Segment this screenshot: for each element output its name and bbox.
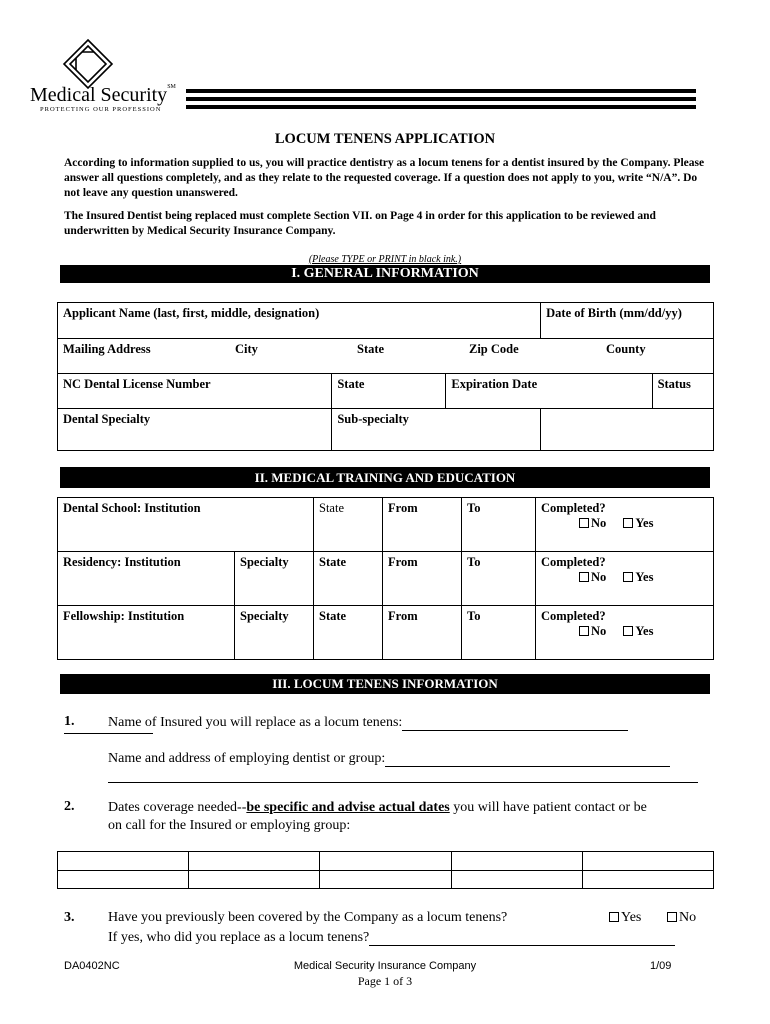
fellowship-to-field[interactable]: To	[462, 606, 536, 660]
residency-specialty-field[interactable]: Specialty	[235, 552, 314, 606]
coverage-date-cell[interactable]	[582, 852, 713, 871]
header-rule	[186, 97, 696, 101]
residency-state-field[interactable]: State	[314, 552, 383, 606]
mailing-address-field[interactable]: Mailing Address City State Zip Code County	[58, 339, 714, 374]
expiration-date-field[interactable]: Expiration Date	[446, 374, 652, 409]
sub-specialty-field[interactable]: Sub-specialty	[332, 409, 541, 451]
dental-school-completed-field[interactable]: Completed? No Yes	[536, 498, 714, 552]
question-3: Have you previously been covered by the Company as a locum tenens?	[108, 910, 508, 925]
fellowship-from-field[interactable]: From	[383, 606, 462, 660]
completed-yes-checkbox[interactable]: Yes	[623, 516, 653, 530]
completed-no-checkbox[interactable]: No	[579, 624, 606, 638]
q3-no-checkbox[interactable]: No	[667, 910, 696, 926]
completed-no-checkbox[interactable]: No	[579, 516, 606, 530]
header-rule	[186, 89, 696, 93]
insured-name-line[interactable]	[402, 714, 628, 731]
question-3-number: 3.	[64, 910, 75, 925]
section-1-header: I. GENERAL INFORMATION	[60, 265, 710, 283]
form-number: DA0402NC	[64, 960, 120, 972]
employing-dentist-line[interactable]	[385, 750, 670, 767]
question-3b: If yes, who did you replace as a locum tenens?	[108, 929, 675, 946]
license-number-field[interactable]: NC Dental License Number	[58, 374, 332, 409]
fellowship-completed-field[interactable]: Completed? No Yes	[536, 606, 714, 660]
completed-yes-checkbox[interactable]: Yes	[623, 624, 653, 638]
applicant-name-field[interactable]: Applicant Name (last, first, middle, designation)	[58, 303, 541, 339]
footer-company: Medical Security Insurance Company	[293, 960, 477, 972]
date-of-birth-field[interactable]: Date of Birth (mm/dd/yy)	[541, 303, 714, 339]
coverage-date-cell[interactable]	[189, 871, 320, 889]
coverage-date-cell[interactable]	[320, 871, 451, 889]
form-date: 1/09	[650, 960, 672, 972]
question-1b: Name and address of employing dentist or group:	[108, 750, 670, 767]
fellowship-specialty-field[interactable]: Specialty	[235, 606, 314, 660]
fellowship-state-field[interactable]: State	[314, 606, 383, 660]
intro-paragraph-2: The Insured Dentist being replaced must complete Section VII. on Page 4 in order for this application to be reviewed and underwritten by Medical Security Insurance Company.	[64, 210, 656, 237]
section-3-header: III. LOCUM TENENS INFORMATION	[60, 674, 710, 694]
ink-note: (Please TYPE or PRINT in black ink.)	[308, 254, 462, 265]
coverage-dates-table	[57, 851, 714, 889]
q3-yes-checkbox[interactable]: Yes	[609, 910, 641, 926]
question-2-number: 2.	[64, 799, 75, 814]
replaced-insured-line[interactable]	[369, 929, 675, 946]
blank-field[interactable]	[541, 409, 714, 451]
medical-security-logo-icon	[62, 38, 114, 90]
coverage-date-cell[interactable]	[451, 871, 582, 889]
dental-school-from-field[interactable]: From	[383, 498, 462, 552]
question-1: Name of Insured you will replace as a locum tenens:	[108, 714, 628, 731]
brand-tagline: PROTECTING OUR PROFESSION	[40, 106, 162, 113]
coverage-date-cell[interactable]	[189, 852, 320, 871]
employing-dentist-line-2[interactable]	[108, 782, 698, 783]
residency-to-field[interactable]: To	[462, 552, 536, 606]
question-1-number: 1.	[64, 714, 75, 729]
intro-paragraph: According to information supplied to us, you will practice dentistry as a locum tenens for a dentist insured by the Company. Please answer all questions completely, and as they relate to the requested coverage. If a question does not apply to you, write “N/A”. Do not leave any question unanswered.	[64, 157, 705, 199]
insured-name-line-continued[interactable]	[64, 733, 153, 734]
section-2-header: II. MEDICAL TRAINING AND EDUCATION	[60, 467, 710, 488]
license-status-field[interactable]: Status	[652, 374, 713, 409]
dental-specialty-field[interactable]: Dental Specialty	[58, 409, 332, 451]
completed-yes-checkbox[interactable]: Yes	[623, 570, 653, 584]
header-rule	[186, 105, 696, 109]
training-table	[57, 497, 714, 660]
license-state-field[interactable]: State	[332, 374, 446, 409]
dental-school-state-field[interactable]: State	[314, 498, 383, 552]
coverage-date-cell[interactable]	[320, 852, 451, 871]
general-information-table	[57, 302, 714, 451]
coverage-date-cell[interactable]	[451, 852, 582, 871]
residency-from-field[interactable]: From	[383, 552, 462, 606]
question-2: Dates coverage needed--be specific and advise actual dates you will have patient contact or be on call for the Insured or employing group:	[108, 800, 647, 833]
dental-school-to-field[interactable]: To	[462, 498, 536, 552]
residency-completed-field[interactable]: Completed? No Yes	[536, 552, 714, 606]
brand-name: Medical Security℠	[30, 84, 176, 106]
page-number: Page 1 of 3	[357, 974, 413, 988]
page-title: LOCUM TENENS APPLICATION	[274, 131, 496, 147]
completed-no-checkbox[interactable]: No	[579, 570, 606, 584]
coverage-date-cell[interactable]	[582, 871, 713, 889]
coverage-date-cell[interactable]	[58, 871, 189, 889]
coverage-date-cell[interactable]	[58, 852, 189, 871]
fellowship-field[interactable]: Fellowship: Institution	[58, 606, 235, 660]
residency-field[interactable]: Residency: Institution	[58, 552, 235, 606]
dental-school-field[interactable]: Dental School: Institution	[58, 498, 314, 552]
